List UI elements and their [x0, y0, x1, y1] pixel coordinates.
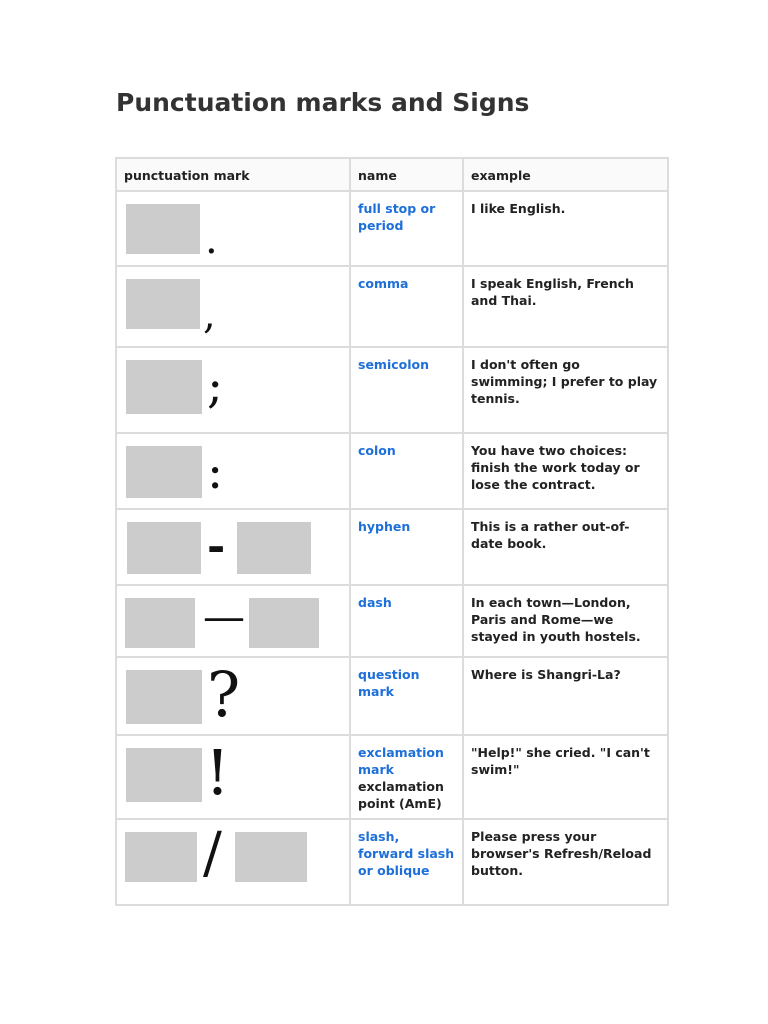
symbol-cell: [116, 509, 350, 585]
punctuation-glyph: ;: [207, 358, 224, 414]
name-cell: [350, 191, 463, 266]
table-row: [116, 347, 668, 433]
table-row: [116, 819, 668, 905]
image-placeholder: [126, 446, 202, 498]
name-cell: [350, 819, 463, 905]
punctuation-glyph: .: [205, 217, 218, 263]
mark-name-link[interactable]: exclamation mark: [358, 745, 444, 777]
mark-name-link[interactable]: full stop or period: [358, 201, 436, 233]
header-example: example: [463, 158, 668, 191]
punctuation-glyph: -: [207, 521, 226, 572]
mark-name-note: exclamation point (AmE): [358, 779, 444, 811]
image-placeholder: [126, 670, 202, 724]
name-cell: [350, 509, 463, 585]
mark-name-link[interactable]: question mark: [358, 667, 420, 699]
punctuation-glyph: !: [205, 736, 230, 809]
mark-name-link[interactable]: hyphen: [358, 519, 411, 534]
symbol-cell: [116, 819, 350, 905]
table-row: [116, 433, 668, 509]
symbol-cell: [116, 347, 350, 433]
symbol-cell: [116, 735, 350, 819]
table-row: [116, 657, 668, 735]
mark-name-link[interactable]: comma: [358, 276, 409, 291]
example-cell: Where is Shangri-La?: [463, 657, 668, 735]
symbol-cell: [116, 266, 350, 347]
image-placeholder: [237, 522, 311, 574]
symbol-cell: [116, 433, 350, 509]
example-cell: Please press your browser's Refresh/Reload button.: [463, 819, 668, 905]
mark-name-link[interactable]: slash, forward slash or oblique: [358, 829, 455, 878]
name-cell: [350, 585, 463, 657]
punctuation-glyph: ?: [207, 658, 241, 731]
example-cell: You have two choices: finish the work today or lose the contract.: [463, 433, 668, 509]
mark-name-link[interactable]: dash: [358, 595, 392, 610]
example-cell: "Help!" she cried. "I can't swim!": [463, 735, 668, 819]
table-row: [116, 509, 668, 585]
mark-name-link[interactable]: semicolon: [358, 357, 429, 372]
image-placeholder: [235, 832, 307, 882]
image-placeholder: [126, 204, 200, 254]
image-placeholder: [126, 748, 202, 802]
name-cell: [350, 735, 463, 819]
punctuation-glyph: :: [207, 444, 224, 500]
table-row: [116, 266, 668, 347]
table-row: [116, 735, 668, 819]
image-placeholder: [125, 598, 195, 648]
punctuation-glyph: /: [203, 821, 222, 886]
symbol-cell: [116, 657, 350, 735]
example-cell: I speak English, French and Thai.: [463, 266, 668, 347]
example-cell: I like English.: [463, 191, 668, 266]
header-punctuation-mark: punctuation mark: [116, 158, 350, 191]
image-placeholder: [127, 522, 201, 574]
table-row: [116, 585, 668, 657]
page-title: Punctuation marks and Signs: [116, 88, 530, 117]
header-name: name: [350, 158, 463, 191]
name-cell: [350, 347, 463, 433]
image-placeholder: [125, 832, 197, 882]
table-row: [116, 191, 668, 266]
example-cell: In each town—London, Paris and Rome—we stayed in youth hostels.: [463, 585, 668, 657]
name-cell: [350, 266, 463, 347]
punctuation-glyph: ,: [203, 292, 216, 338]
mark-name-link[interactable]: colon: [358, 443, 396, 458]
image-placeholder: [126, 360, 202, 414]
name-cell: [350, 657, 463, 735]
name-cell: [350, 433, 463, 509]
punctuation-glyph: —: [203, 592, 245, 641]
example-cell: I don't often go swimming; I prefer to play tennis.: [463, 347, 668, 433]
symbol-cell: [116, 191, 350, 266]
image-placeholder: [249, 598, 319, 648]
table-header-row: [116, 158, 668, 191]
image-placeholder: [126, 279, 200, 329]
example-cell: This is a rather out-of-date book.: [463, 509, 668, 585]
punctuation-table: [115, 157, 669, 906]
symbol-cell: [116, 585, 350, 657]
